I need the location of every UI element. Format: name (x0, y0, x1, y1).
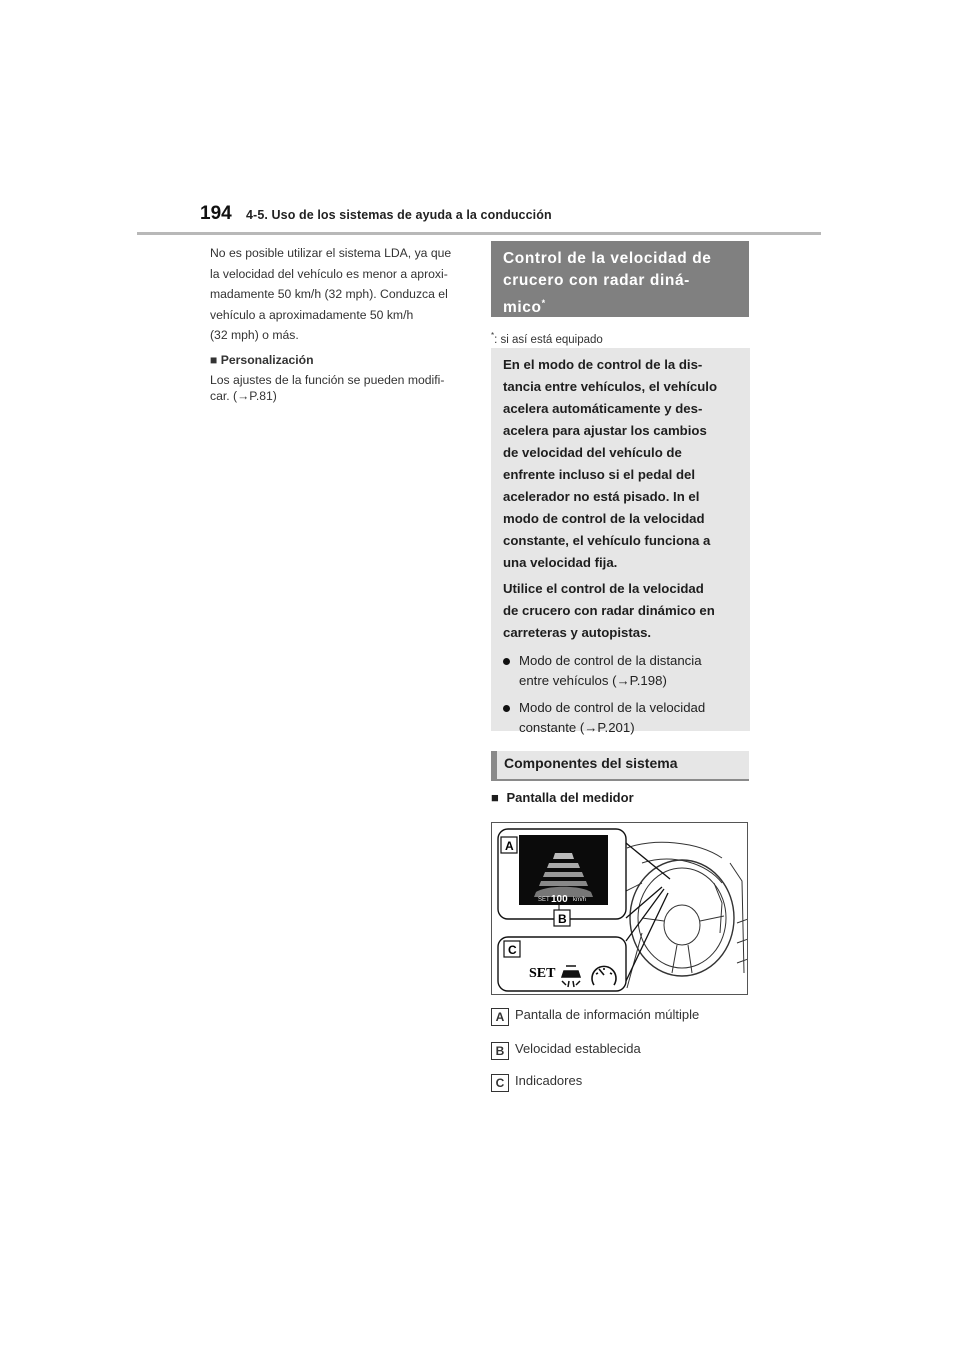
heading-line-text: mico (503, 299, 542, 317)
legend-text: Indicadores (515, 1073, 583, 1088)
bullet-item (503, 651, 740, 691)
section-title: 4-5. Uso de los sistemas de ayuda a la conducción (246, 208, 552, 222)
legend-text: Velocidad establecida (515, 1041, 641, 1056)
bullet-dot-icon (503, 705, 510, 712)
page-number: 194 (200, 203, 232, 224)
text-line: tancia entre vehículos, el vehículo (503, 379, 718, 394)
section-heading-box (491, 241, 749, 317)
header-divider (137, 232, 821, 235)
heading-line: Control de la velocidad de (503, 250, 712, 267)
heading-line (503, 292, 749, 319)
text-line: constante (→P.201) (519, 720, 635, 735)
bullet-dot-icon (503, 658, 510, 665)
footnote (491, 331, 603, 346)
speed-unit: km/h (573, 897, 587, 903)
set-label: SET (538, 897, 550, 903)
square-bullet-icon: ■ (491, 790, 499, 805)
speed-value: 100 (551, 894, 568, 905)
meter-display-heading (491, 790, 634, 805)
subhead-label: Personalización (220, 352, 314, 367)
footnote-text: : si así está equipado (494, 333, 603, 346)
summary-paragraph (503, 354, 740, 574)
text-line: Los ajustes de la función se pueden modifi- (210, 372, 445, 387)
text-line: entre vehículos (→P.198) (519, 673, 667, 688)
text-line: acelera automáticamente y des- (503, 401, 703, 416)
legend-tag: C (491, 1074, 509, 1092)
text-line: vehículo a aproximadamente 50 km/h (210, 307, 414, 322)
legend-item-a (491, 1007, 699, 1026)
legend-text: Pantalla de información múltiple (515, 1007, 700, 1022)
dashboard-drawing (492, 823, 748, 995)
lda-paragraph (210, 243, 470, 346)
text-line: Modo de control de la velocidad (519, 700, 706, 715)
text-line: Modo de control de la distancia (519, 653, 702, 668)
set-indicator: SET (529, 966, 556, 981)
text-line: (32 mph) o más. (210, 328, 299, 342)
text-line: de crucero con radar dinámico en (503, 603, 715, 618)
summary-box (491, 348, 750, 735)
text-line: car. (→P.81) (210, 388, 277, 403)
personalization-text (210, 372, 470, 404)
text-line: modo de control de la velocidad (503, 511, 705, 526)
legend-tag: B (491, 1042, 509, 1060)
label-b: B (558, 912, 567, 926)
text-line: enfrente incluso si el pedal del (503, 467, 696, 482)
label-a: A (505, 839, 514, 853)
text-line: de velocidad del vehículo de (503, 445, 682, 460)
text-line: Utilice el control de la velocidad (503, 581, 704, 596)
text-line: acelera para ajustar los cambios (503, 423, 707, 438)
label-c: C (508, 943, 517, 957)
heading-line: crucero con radar diná- (503, 272, 690, 289)
legend-item-b (491, 1041, 641, 1060)
footnote-mark: * (491, 331, 495, 340)
asterisk-mark: * (541, 298, 546, 308)
legend-item-c (491, 1073, 582, 1092)
text-line: una velocidad fija. (503, 555, 618, 570)
text-line: constante, el vehículo funciona a (503, 533, 711, 548)
bullet-item (503, 698, 740, 738)
components-heading: Componentes del sistema (491, 751, 749, 781)
text-line: No es posible utilizar el sistema LDA, ya que (210, 246, 452, 260)
meter-illustration (491, 822, 748, 995)
text-line: carreteras y autopistas. (503, 625, 652, 640)
legend-tag: A (491, 1008, 509, 1026)
square-bullet-icon: ■ (210, 352, 218, 367)
text-line: En el modo de control de la dis- (503, 357, 703, 372)
left-column (210, 243, 470, 404)
text-line: madamente 50 km/h (32 mph). Conduzca el (210, 287, 448, 301)
meter-display-label: Pantalla del medidor (506, 790, 634, 805)
summary-paragraph-2 (503, 578, 740, 644)
personalization-heading (210, 352, 470, 369)
text-line: acelerador no está pisado. In el (503, 489, 700, 504)
text-line: la velocidad del vehículo es menor a aproxi- (210, 266, 448, 281)
